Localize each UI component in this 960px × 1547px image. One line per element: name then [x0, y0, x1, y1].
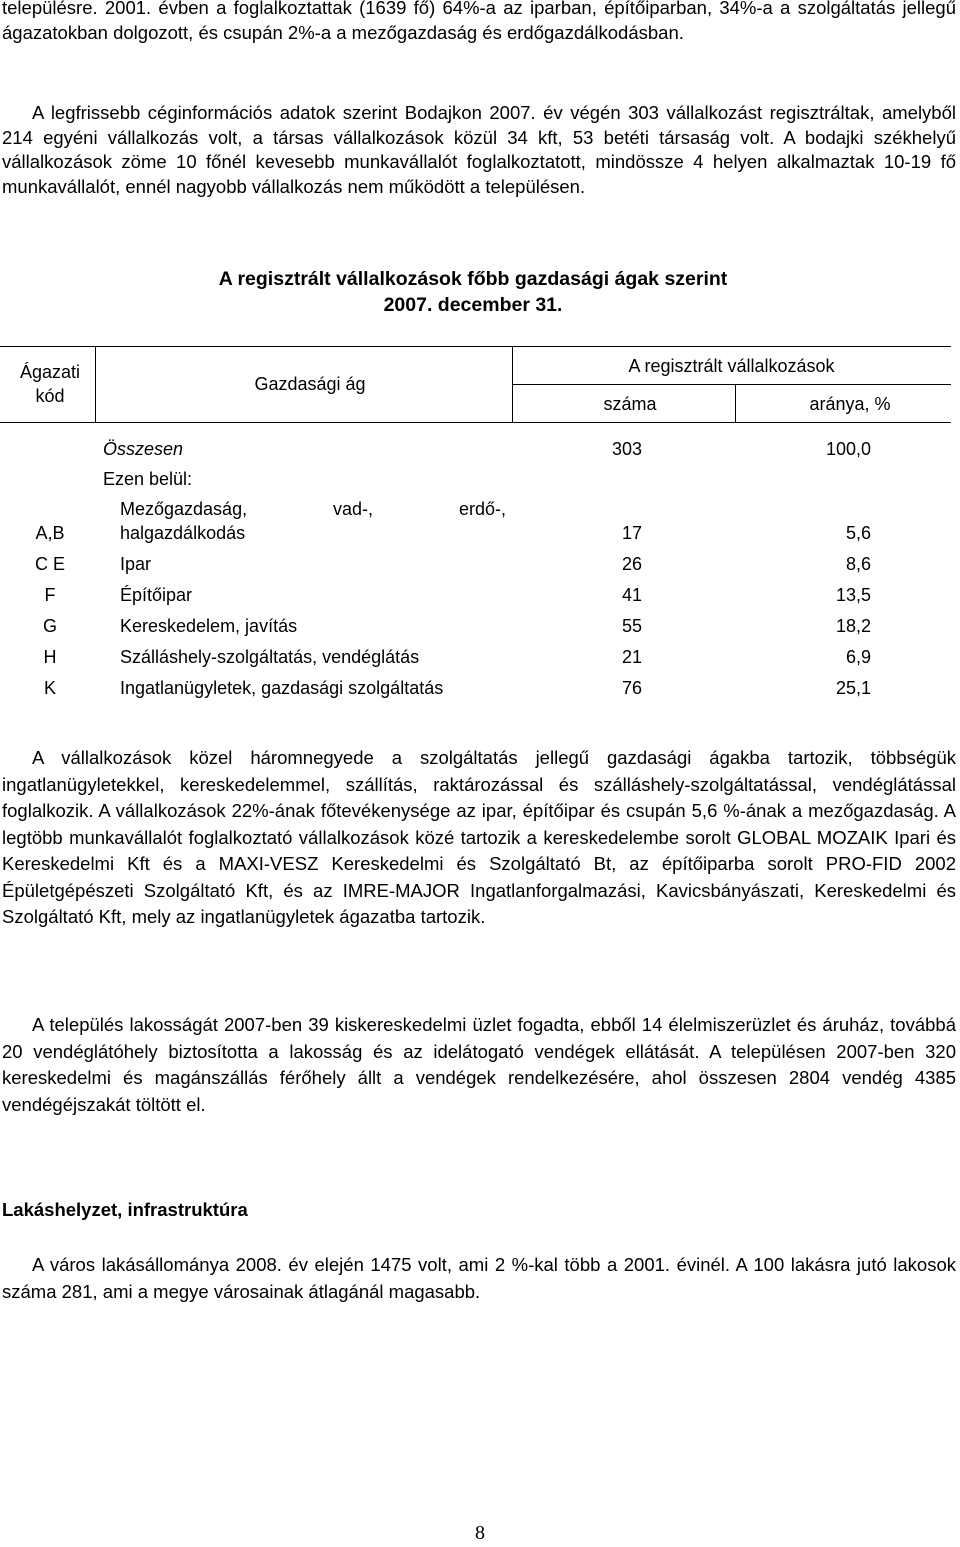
row-code: C E	[34, 554, 65, 574]
paragraph-commerce: A település lakosságát 2007-ben 39 kiskereskedelmi üzlet fogadta, ebből 14 élelmiszerüzlet és áruház, továbbá 20 vendéglátóhely biztosította a lakosság és az idelátogató vendégek ellátását. A településen 2007-ben 320 kereskedelmi és magánszállás férőhely állt a vendégek rendelkezésére, ahol összesen 2804 vendég 4385 vendégéjszakát töltött el.	[2, 1014, 956, 1115]
paragraph-housing: A város lakásállománya 2008. év elején 1475 volt, ami 2 %-kal több a 2001. évinél. A 100 lakásra jutó lakosok száma 281, ami a megye városainak átlagánál magasabb.	[2, 1254, 956, 1302]
section-heading: Lakáshelyzet, infrastruktúra	[2, 1199, 248, 1220]
row-branch-line1: Mezőgazdaság, vad-, erdő-,	[120, 499, 506, 519]
row-code: H	[43, 647, 57, 667]
paragraph-employment: településre. 2001. évben a foglalkoztattak (1639 fő) 64%-a az iparban, építőiparban, 34%-a a szolgáltatás jellegű ágazatokban dolgozott, és csupán 2%-a a mezőgazdaság és erdőgazdálkodásban.	[2, 0, 956, 43]
row-share: 25,1	[835, 678, 871, 698]
row-code: F	[44, 585, 56, 605]
header-code: Ágazati kód	[19, 362, 81, 406]
total-count: 303	[611, 439, 642, 459]
paragraph-services: A vállalkozások közel háromnegyede a szolgáltatás jellegű gazdasági ágakba tartozik, többségük ingatlanügyletekkel, kereskedelemmel, szállítás, raktározással és szálláshely-szolgáltatással, vendéglátással foglalkozik. A vállalkozások 22%-ának főtevékenysége az ipar, építőipar és csupán 5,6 %-ának a mezőgazdaság. A legtöbb munkavállalót foglalkoztató vállalkozások közé tartozik a kereskedelembe sorolt GLOBAL MOZAIK Ipari és Kereskedelmi Kft és a MAXI-VESZ Kereskedelmi és Szolgáltató Bt, az építőiparba sorolt PRO-FID 2002 Épületgépészeti Szolgáltató Kft, és az IMRE-MAJOR Ingatlanforgalmazási, Kavicsbányászati, Kereskedelmi és Szolgáltató Kft, mely az ingatlanügyletek ágazatba tartozik.	[2, 747, 956, 927]
header-branch: Gazdasági ág	[254, 374, 366, 394]
table-top-rule	[0, 346, 951, 347]
row-branch: Ipar	[120, 554, 152, 574]
header-count: száma	[603, 394, 657, 414]
paragraph-enterprises: A legfrissebb céginformációs adatok szerint Bodajkon 2007. év végén 303 vállalkozást regisztráltak, amelyből 214 egyéni vállalkozás volt, a társas vállalkozások közül 34 kft, 53 betéti társaság volt. A bodajki székhelyű vállalkozások zöme 10 főnél kevesebb munkavállalót foglalkoztatott, mindössze 4 helyen alkalmaztak 10-19 fő munkavállalót, ennél nagyobb vállalkozás nem működött a településen.	[2, 102, 956, 197]
table-title-line2: 2007. december 31.	[383, 294, 563, 316]
row-branch: Ingatlanügyletek, gazdasági szolgáltatás	[120, 678, 444, 698]
table-title-line1: A regisztrált vállalkozások főbb gazdasági ágak szerint	[218, 268, 728, 290]
row-share: 8,6	[845, 554, 871, 574]
total-share: 100,0	[825, 439, 871, 459]
row-share: 18,2	[835, 616, 871, 636]
table-col-divider-1	[95, 346, 96, 422]
row-count: 21	[621, 647, 642, 667]
row-branch: Szálláshely-szolgáltatás, vendéglátás	[120, 647, 420, 667]
header-registered-group: A regisztrált vállalkozások	[628, 356, 835, 376]
table-group-rule	[512, 384, 951, 385]
row-branch: Építőipar	[120, 585, 193, 605]
row-count: 26	[621, 554, 642, 574]
row-code: K	[43, 678, 56, 698]
row-code: G	[42, 616, 57, 636]
row-branch-line2: halgazdálkodás	[120, 523, 246, 543]
total-label: Összesen	[103, 439, 184, 459]
within-label: Ezen belül:	[103, 469, 193, 489]
table-col-divider-3	[735, 384, 736, 422]
row-share: 6,9	[845, 647, 871, 667]
row-share: 13,5	[835, 585, 871, 605]
row-count: 55	[621, 616, 642, 636]
row-share: 5,6	[845, 523, 871, 543]
header-share: aránya, %	[809, 394, 891, 414]
row-branch: Kereskedelem, javítás	[120, 616, 298, 636]
row-count: 17	[621, 523, 642, 543]
row-code: A,B	[35, 523, 65, 543]
row-count: 76	[621, 678, 642, 698]
table-header-bottom-rule	[0, 422, 951, 423]
page-number: 8	[475, 1522, 485, 1544]
row-count: 41	[621, 585, 642, 605]
